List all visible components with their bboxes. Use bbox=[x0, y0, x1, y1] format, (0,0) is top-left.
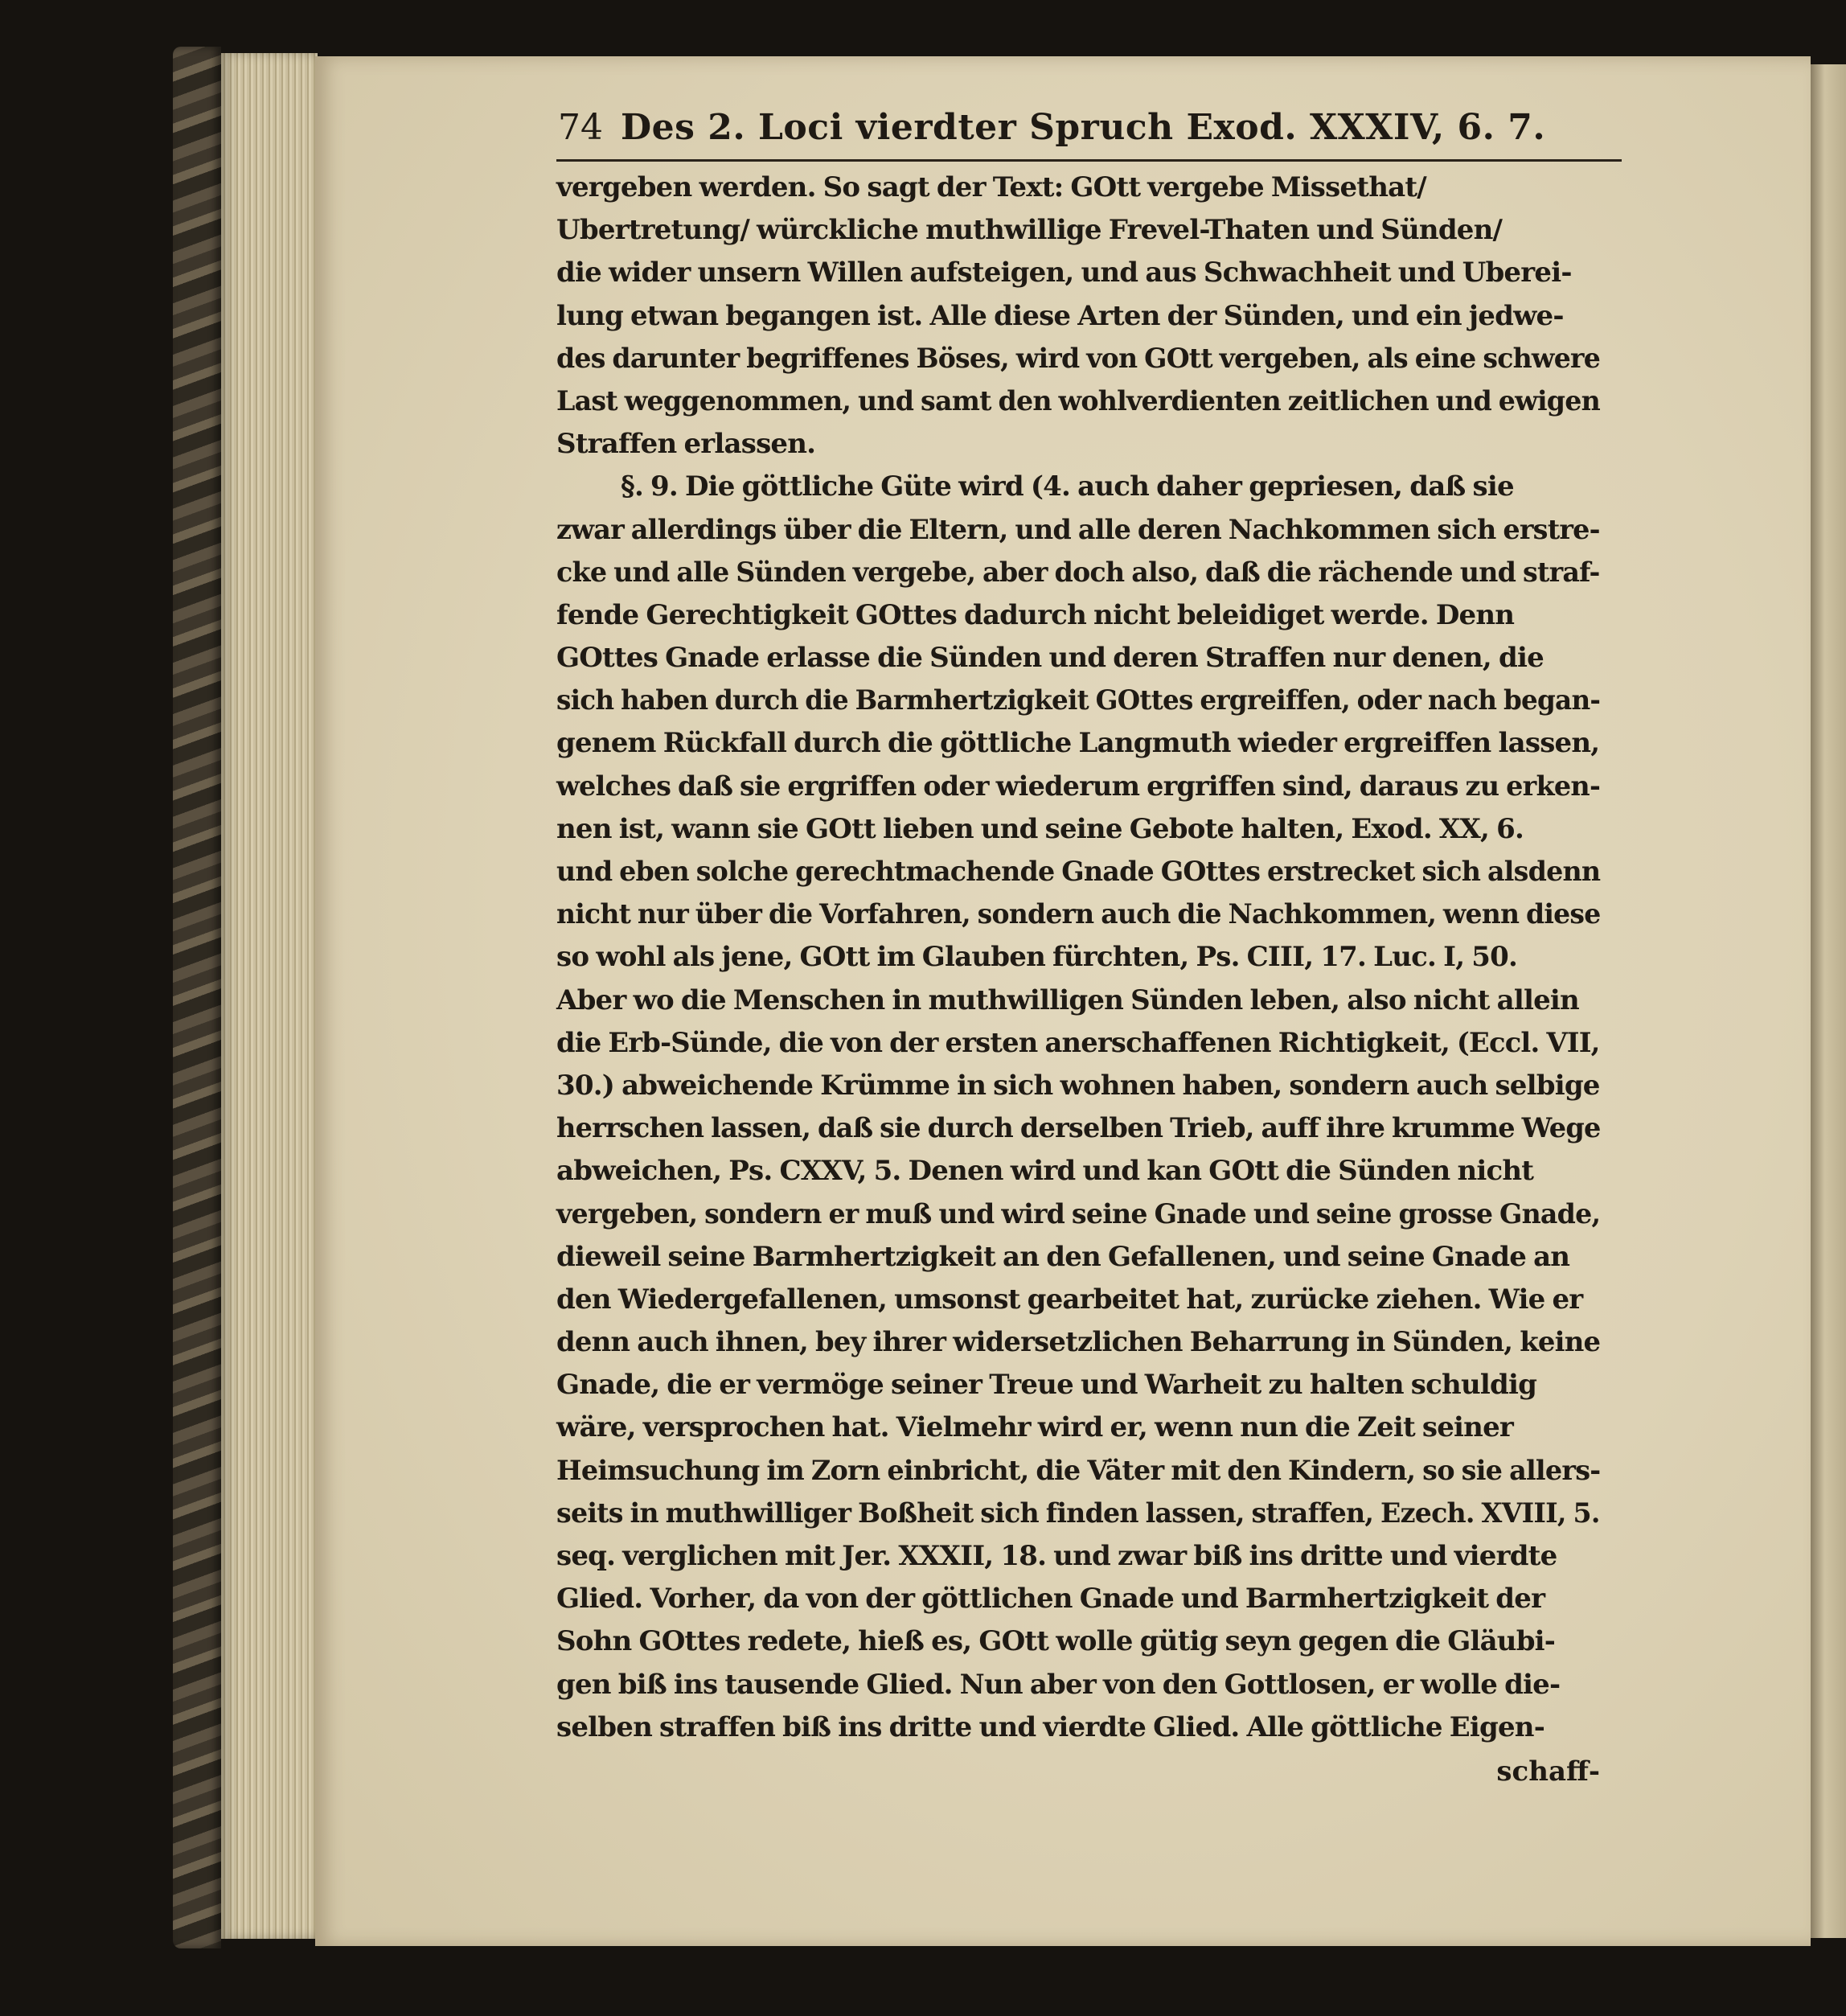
text-line: die Erb-Sünde, die von der ersten anerschaffenen Richtigkeit, (Eccl. VII, bbox=[556, 1026, 1600, 1059]
text-line: §. 9. Die göttliche Güte wird (4. auch daher gepriesen, daß sie bbox=[621, 470, 1514, 503]
text-line: des darunter begriffenes Böses, wird von GOtt vergeben, als eine schwere bbox=[556, 342, 1601, 375]
text-line: Glied. Vorher, da von der göttlichen Gnade und Barmhertzigkeit der bbox=[556, 1583, 1545, 1616]
text-line: so wohl als jene, GOtt im Glauben fürchten, Ps. CIII, 17. Luc. I, 50. bbox=[556, 941, 1518, 974]
text-line: denn auch ihnen, bey ihrer widersetzlichen Beharrung in Sünden, keine bbox=[556, 1326, 1601, 1359]
text-line: den Wiedergefallenen, umsonst gearbeitet hat, zurücke ziehen. Wie er bbox=[556, 1283, 1583, 1316]
text-line: herrschen lassen, daß sie durch derselben Trieb, auff ihre krumme Wege bbox=[556, 1112, 1601, 1145]
page-edges bbox=[221, 53, 318, 1939]
text-line: GOttes Gnade erlasse die Sünden und deren Straffen nur denen, die bbox=[556, 642, 1544, 675]
text-line: lung etwan begangen ist. Alle diese Arten der Sünden, und ein jedwe- bbox=[556, 299, 1564, 332]
text-line: abweichen, Ps. CXXV, 5. Denen wird und kan GOtt die Sünden nicht bbox=[556, 1155, 1534, 1188]
text-line: Heimsuchung im Zorn einbricht, die Väter mit den Kindern, so sie allers- bbox=[556, 1454, 1601, 1487]
text-line: seits in muthwilliger Boßheit sich finden lassen, straffen, Ezech. XVIII, 5. bbox=[556, 1497, 1600, 1529]
text-line: vergeben, sondern er muß und wird seine Gnade und seine grosse Gnade, bbox=[556, 1197, 1601, 1230]
text-line: die wider unsern Willen aufsteigen, und aus Schwachheit und Uberei- bbox=[556, 257, 1572, 289]
text-line: Sohn GOttes redete, hieß es, GOtt wolle gütig seyn gegen die Gläubi- bbox=[556, 1625, 1556, 1658]
text-line: Aber wo die Menschen in muthwilligen Sünden leben, also nicht allein bbox=[556, 983, 1579, 1016]
text-line: und eben solche gerechtmachende Gnade GOttes erstrecket sich alsdenn bbox=[556, 856, 1601, 888]
text-line: Gnade, die er vermöge seiner Treue und Warheit zu halten schuldig bbox=[556, 1369, 1537, 1402]
text-block bbox=[556, 103, 1682, 1794]
text-line: welches daß sie ergriffen oder wiederum ergriffen sind, daraus zu erken- bbox=[556, 770, 1601, 803]
body-text bbox=[556, 166, 1682, 1749]
text-line: 30.) abweichende Krümme in sich wohnen haben, sondern auch selbige bbox=[556, 1069, 1600, 1102]
text-line: nicht nur über die Vorfahren, sondern auch die Nachkommen, wenn diese bbox=[556, 898, 1601, 931]
catchword: schaff- bbox=[1496, 1755, 1600, 1788]
text-line: Ubertretung/ würckliche muthwillige Frevel-Thaten und Sünden/ bbox=[556, 214, 1503, 247]
text-line: dieweil seine Barmhertzigkeit an den Gefallenen, und seine Gnade an bbox=[556, 1240, 1570, 1273]
text-line: seq. verglichen mit Jer. XXXII, 18. und zwar biß ins dritte und vierdte bbox=[556, 1540, 1557, 1572]
next-page-edge bbox=[1811, 64, 1846, 1938]
text-line: zwar allerdings über die Eltern, und alle deren Nachkommen sich erstre- bbox=[556, 513, 1600, 546]
marbled-book-cover bbox=[173, 47, 221, 1948]
text-line: cke und alle Sünden vergebe, aber doch also, daß die rächende und straf- bbox=[556, 556, 1600, 589]
text-line: Last weggenommen, und samt den wohlverdienten zeitlichen und ewigen bbox=[556, 384, 1600, 417]
page-number: 74 bbox=[558, 107, 603, 148]
running-head bbox=[556, 103, 1682, 153]
text-line: sich haben durch die Barmhertzigkeit GOttes ergreiffen, oder nach began- bbox=[556, 684, 1601, 717]
text-line: selben straffen biß ins dritte und vierdte Glied. Alle göttliche Eigen- bbox=[556, 1710, 1545, 1743]
running-head-title: Des 2. Loci vierdter Spruch Exod. XXXIV, 6. 7. bbox=[621, 107, 1546, 148]
text-line: gen biß ins tausende Glied. Nun aber von den Gottlosen, er wolle die- bbox=[556, 1668, 1561, 1701]
text-line: fende Gerechtigkeit GOttes dadurch nicht beleidiget werde. Denn bbox=[556, 598, 1515, 631]
text-line: Straffen erlassen. bbox=[556, 428, 816, 461]
text-line: genem Rückfall durch die göttliche Langmuth wieder ergreiffen lassen, bbox=[556, 727, 1600, 760]
text-line: wäre, versprochen hat. Vielmehr wird er, wenn nun die Zeit seiner bbox=[556, 1411, 1514, 1444]
text-line: vergeben werden. So sagt der Text: GOtt vergebe Missethat/ bbox=[556, 171, 1426, 203]
head-rule bbox=[556, 159, 1622, 162]
text-line: nen ist, wann sie GOtt lieben und seine Gebote halten, Exod. XX, 6. bbox=[556, 812, 1524, 845]
